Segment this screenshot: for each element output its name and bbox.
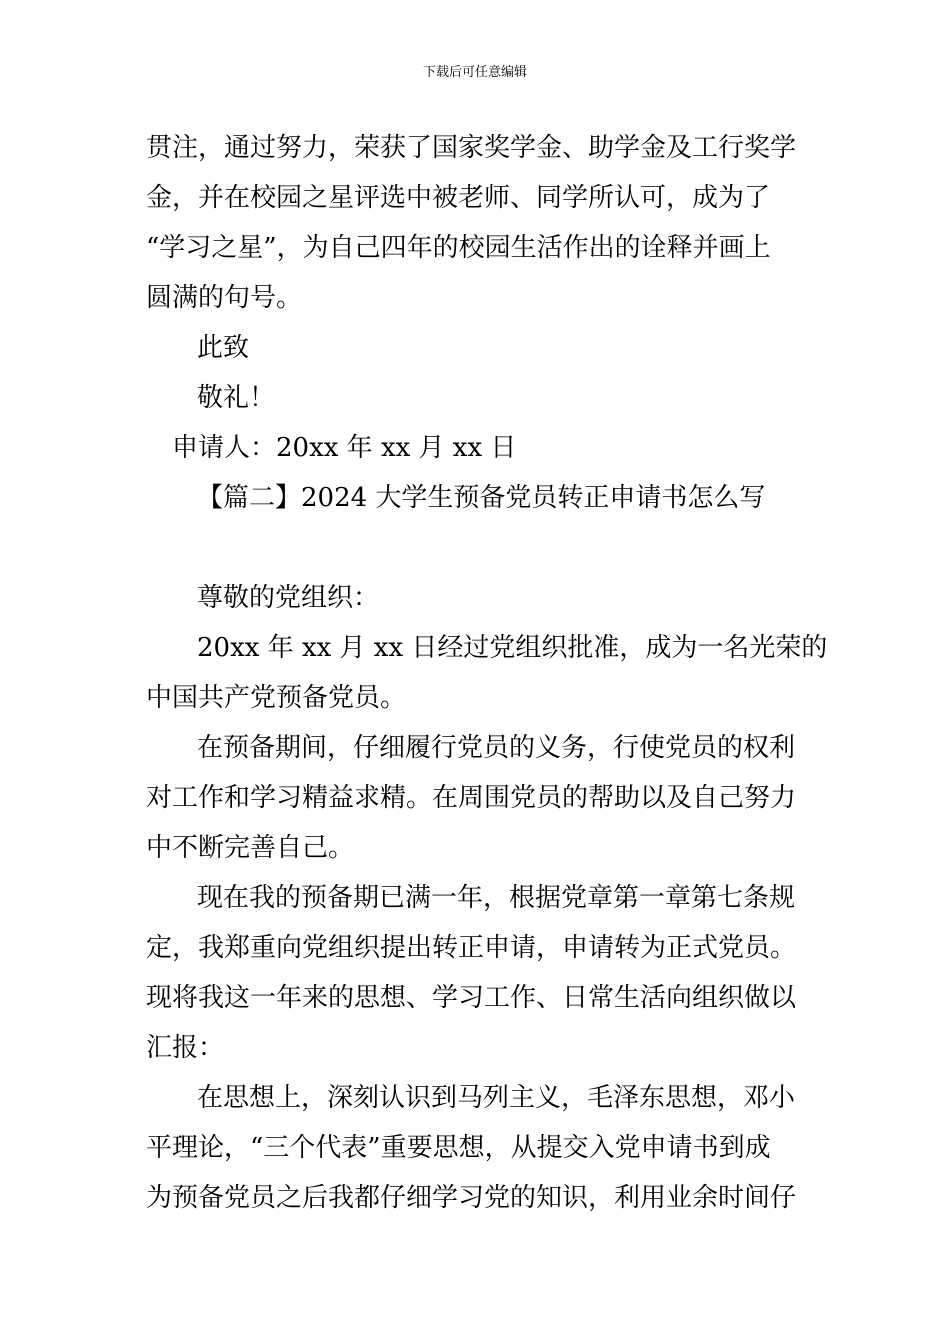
section-heading: 【篇二】2024 大学生预备党员转正申请书怎么写 xyxy=(197,483,766,513)
text-line: 20xx 年 xx 月 xx 日经过党组织批准，成为一名光荣的 xyxy=(197,633,828,663)
text-line: 在思想上，深刻认识到马列主义，毛泽东思想，邓小 xyxy=(197,1083,796,1113)
text-line: 汇报： xyxy=(146,1033,225,1063)
text-line: 圆满的句号。 xyxy=(146,283,303,313)
text-line: 为预备党员之后我都仔细学习党的知识，利用业余时间仔 xyxy=(146,1183,797,1213)
text-line: 平理论，“三个代表”重要思想，从提交入党申请书到成 xyxy=(146,1133,771,1163)
text-line: “学习之星”，为自己四年的校园生活作出的诠释并画上 xyxy=(146,233,771,263)
closing-regards: 敬礼！ xyxy=(197,383,276,413)
text-line: 现将我这一年来的思想、学习工作、日常生活向组织做以 xyxy=(146,983,797,1013)
text-line: 在预备期间，仔细履行党员的义务，行使党员的权利 xyxy=(197,733,796,763)
text-line: 定，我郑重向党组织提出转正申请，申请转为正式党员。 xyxy=(146,933,797,963)
greeting: 尊敬的党组织： xyxy=(197,583,380,613)
text-line: 贯注，通过努力，荣获了国家奖学金、助学金及工行奖学 xyxy=(146,133,797,163)
applicant-signature-line: 申请人：20xx 年 xx 月 xx 日 xyxy=(172,433,517,463)
text-line: 现在我的预备期已满一年，根据党章第一章第七条规 xyxy=(197,883,796,913)
text-line: 对工作和学习精益求精。在周围党员的帮助以及自己努力 xyxy=(146,783,797,813)
text-line: 金，并在校园之星评选中被老师、同学所认可，成为了 xyxy=(146,183,771,213)
closing-salutation: 此致 xyxy=(197,333,250,363)
text-line: 中国共产党预备党员。 xyxy=(146,683,407,713)
page-header: 下载后可任意编辑 xyxy=(422,65,527,80)
text-line: 中不断完善自己。 xyxy=(146,833,355,863)
